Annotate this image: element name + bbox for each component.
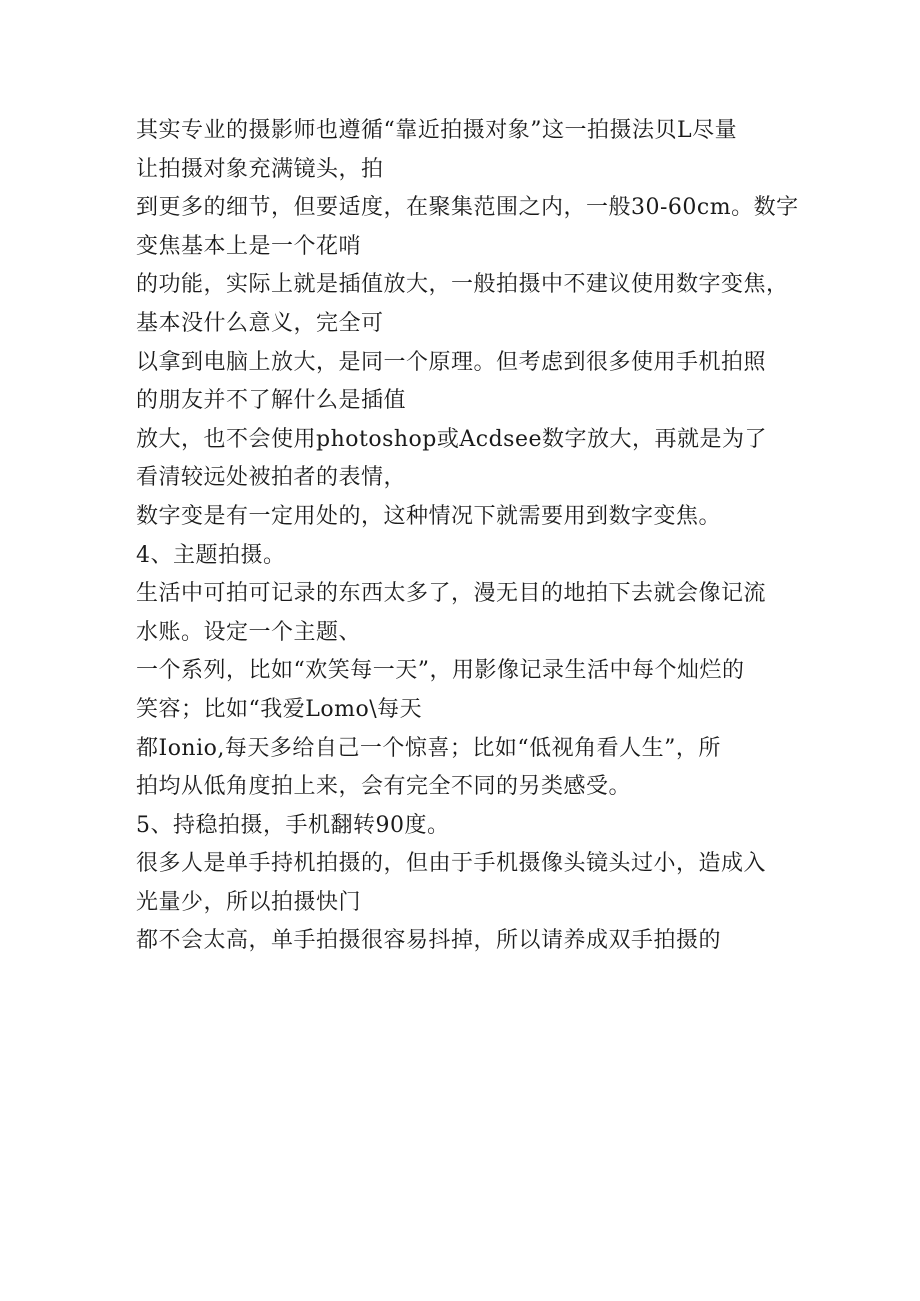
text-line: 笑容；比如“我爱Lomo\每天 <box>136 696 423 722</box>
document-body <box>136 112 816 961</box>
text-line: 一个系列，比如“欢笑每一天”，用影像记录生活中每个灿烂的 <box>136 658 745 684</box>
text-line: 都不会太高，单手拍摄很容易抖掉，所以请养成双手拍摄的 <box>136 928 722 954</box>
text-line: 数字变是有一定用处的，这种情况下就需要用到数字变焦。 <box>136 503 722 529</box>
text-line: 生活中可拍可记录的东西太多了，漫无目的地拍下去就会像记流 <box>136 581 767 607</box>
text-line: 很多人是单手持机拍摄的，但由于手机摄像头镜头过小，造成入 <box>136 851 767 877</box>
text-line: 都Ionio,每天多给自己一个惊喜；比如“低视角看人生”，所 <box>136 735 721 761</box>
text-line: 以拿到电脑上放大，是同一个原理。但考虑到很多使用手机拍照 <box>136 349 767 375</box>
text-line: 其实专业的摄影师也遵循“靠近拍摄对象”这一拍摄法贝L尽量 <box>136 118 738 143</box>
text-line: 光量少，所以拍摄快门 <box>136 889 362 915</box>
section-heading: 5、持稳拍摄，手机翻转90度。 <box>136 812 450 838</box>
text-line: 的功能，实际上就是插值放大，一般拍摄中不建议使用数字变焦， <box>136 272 789 298</box>
text-line: 水账。设定一个主题、 <box>136 619 362 645</box>
text-line: 放大，也不会使用photoshop或Acdsee数字放大，再就是为了 <box>136 426 767 452</box>
text-line: 拍均从低角度拍上来，会有完全不同的另类感受。 <box>136 774 632 800</box>
text-line: 让拍摄对象充满镜头，拍 <box>136 156 384 182</box>
text-line: 看清较远处被拍者的表情， <box>136 465 407 491</box>
text-line: 变焦基本上是一个花哨 <box>136 233 362 259</box>
text-line: 到更多的细节，但要适度，在聚集范围之内，一般30-60cm。数字 <box>136 195 799 221</box>
text-line: 的朋友并不了解什么是插值 <box>136 388 407 414</box>
text-line: 基本没什么意义，完全可 <box>136 310 384 336</box>
section-heading: 4、主题拍摄。 <box>136 542 286 568</box>
